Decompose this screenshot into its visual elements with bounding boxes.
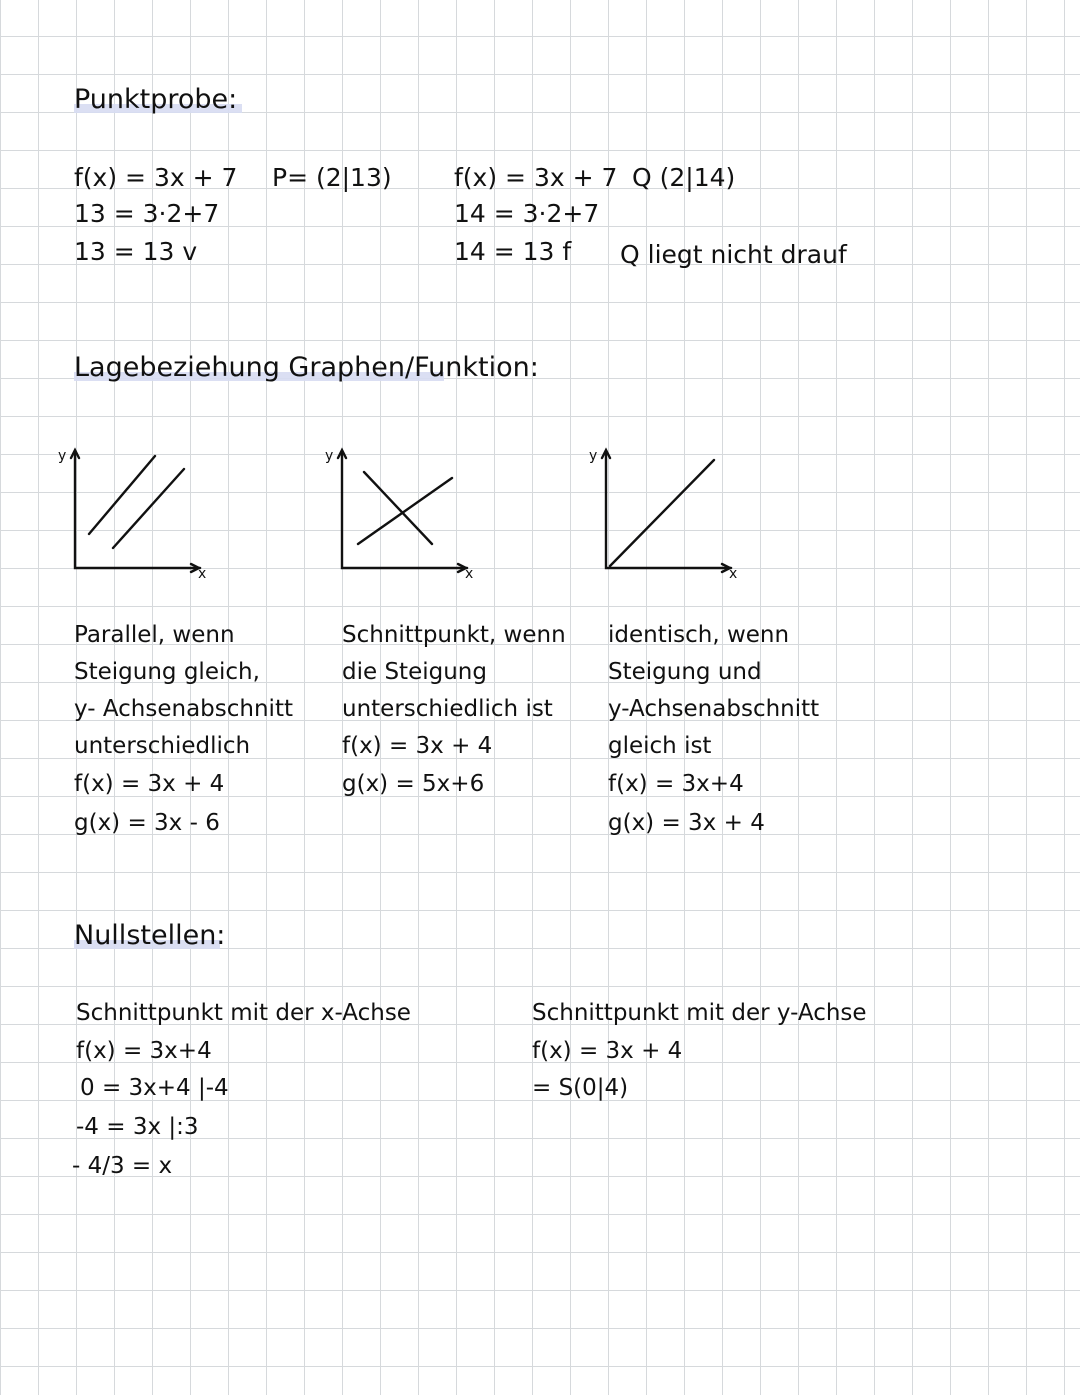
x-axis-label: x bbox=[729, 566, 738, 582]
punktprobe-right-line-2: 14 = 3·2+7 bbox=[454, 199, 600, 228]
punktprobe-right-line-1: f(x) = 3x + 7 bbox=[454, 163, 618, 192]
punktprobe-right-line-3: 14 = 13 f bbox=[454, 237, 572, 266]
case-identical-line-3: y-Achsenabschnitt bbox=[608, 696, 820, 722]
graph-identical bbox=[586, 440, 746, 585]
punktprobe-title: Punktprobe: bbox=[74, 84, 238, 115]
case-identical-line-4: gleich ist bbox=[608, 733, 712, 759]
case-parallel-line-4: unterschiedlich bbox=[74, 733, 251, 759]
x-axis-label: x bbox=[198, 566, 207, 582]
case-identical-line-5: f(x) = 3x+4 bbox=[608, 771, 744, 797]
y-axis-label: y bbox=[589, 448, 598, 464]
case-parallel-line-6: g(x) = 3x - 6 bbox=[74, 810, 220, 836]
nullstellen-y-heading: Schnittpunkt mit der y-Achse bbox=[532, 1000, 867, 1026]
line-f bbox=[89, 456, 155, 534]
punktprobe-left-line-3: 13 = 13 v bbox=[74, 237, 198, 266]
nullstellen-y-line-2: = S(0|4) bbox=[532, 1075, 629, 1101]
punktprobe-left-line-1: f(x) = 3x + 7 bbox=[74, 163, 238, 192]
case-intersect-line-3: unterschiedlich ist bbox=[342, 696, 553, 722]
punktprobe-point-q: Q (2|14) bbox=[632, 163, 736, 192]
case-parallel-line-5: f(x) = 3x + 4 bbox=[74, 771, 225, 797]
case-parallel-line-1: Parallel, wenn bbox=[74, 622, 235, 648]
nullstellen-x-line-1: f(x) = 3x+4 bbox=[76, 1038, 212, 1064]
y-axis-label: y bbox=[325, 448, 334, 464]
axes bbox=[75, 452, 200, 568]
case-parallel-line-3: y- Achsenabschnitt bbox=[74, 696, 293, 722]
line-g bbox=[113, 469, 184, 548]
case-intersect-line-4: f(x) = 3x + 4 bbox=[342, 733, 493, 759]
nullstellen-x-line-3: -4 = 3x |:3 bbox=[76, 1114, 199, 1140]
case-identical-line-2: Steigung und bbox=[608, 659, 762, 685]
case-identical-line-1: identisch, wenn bbox=[608, 622, 790, 648]
nullstellen-x-line-2: 0 = 3x+4 |-4 bbox=[80, 1075, 229, 1101]
case-identical-line-6: g(x) = 3x + 4 bbox=[608, 810, 765, 836]
punktprobe-note: Q liegt nicht drauf bbox=[620, 240, 847, 269]
nullstellen-y-line-1: f(x) = 3x + 4 bbox=[532, 1038, 683, 1064]
punktprobe-left-line-2: 13 = 3·2+7 bbox=[74, 199, 220, 228]
x-axis-label: x bbox=[465, 566, 474, 582]
lagebeziehung-title: Lagebeziehung Graphen/Funktion: bbox=[74, 352, 539, 383]
line-g bbox=[358, 478, 452, 544]
case-intersect-line-5: g(x) = 5x+6 bbox=[342, 771, 485, 797]
nullstellen-title: Nullstellen: bbox=[74, 920, 226, 951]
line-f-g bbox=[610, 460, 714, 566]
nullstellen-x-heading: Schnittpunkt mit der x-Achse bbox=[76, 1000, 411, 1026]
case-intersect-line-2: die Steigung bbox=[342, 659, 487, 685]
nullstellen-x-line-4: - 4/3 = x bbox=[72, 1153, 173, 1179]
y-axis-label: y bbox=[58, 448, 67, 464]
case-parallel-line-2: Steigung gleich, bbox=[74, 659, 260, 685]
graph-intersecting bbox=[322, 440, 482, 585]
case-intersect-line-1: Schnittpunkt, wenn bbox=[342, 622, 566, 648]
graph-parallel bbox=[55, 440, 215, 585]
punktprobe-point-p: P= (2|13) bbox=[272, 163, 392, 192]
